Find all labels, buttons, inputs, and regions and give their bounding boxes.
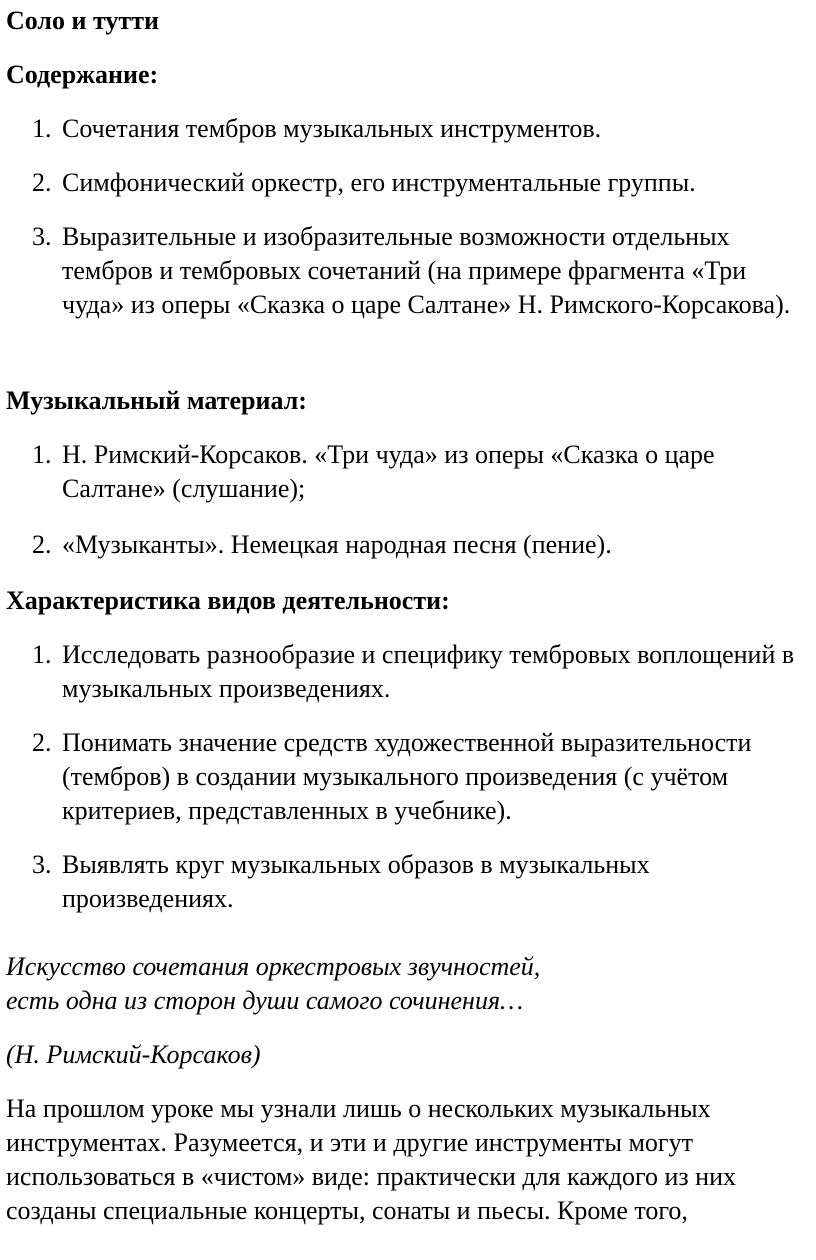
list-item (0, 112, 810, 146)
list-number: 1. (32, 440, 52, 469)
list-item-text: Сочетания тембров музыкальных инструментов. (62, 114, 602, 143)
body-paragraph: На прошлом уроке мы узнали лишь о нескольких музыкальных инструментах. Разумеется, и эти и другие инструменты могут использоваться в «чистом» виде: практически для каждого из них созданы специальные концерты, сонаты и пьесы. Кроме того, (6, 1094, 736, 1225)
page-title: Соло и тутти (6, 6, 159, 35)
list-item-text: Выявлять круг музыкальных образов в музыкальных произведениях. (62, 850, 650, 913)
list-item-text: Понимать значение средств художественной выразительности (тембров) в создании музыкального произведения (с учётом критериев, представленных в учебнике). (62, 728, 752, 825)
epigraph-line-1: Искусство сочетания оркестровых звучностей, (6, 952, 541, 981)
list-number: 2. (32, 530, 52, 559)
list-item (0, 638, 810, 706)
epigraph-line-2: есть одна из сторон души самого сочинения… (6, 986, 524, 1015)
list-item-text: Исследовать разнообразие и специфику тембровых воплощений в музыкальных произведениях. (62, 640, 795, 703)
list-item-text: «Музыканты». Немецкая народная песня (пение). (62, 530, 612, 559)
content-heading: Содержание: (6, 60, 159, 89)
list-item (0, 848, 810, 916)
list-item (0, 528, 810, 562)
activity-list (0, 638, 810, 916)
list-number: 2. (32, 168, 52, 197)
list-number: 3. (32, 222, 52, 251)
list-number: 1. (32, 114, 52, 143)
epigraph-author: (Н. Римский-Корсаков) (6, 1040, 261, 1069)
list-item-text: Н. Римский-Корсаков. «Три чуда» из оперы «Сказка о царе Салтане» (слушание); (62, 440, 715, 503)
list-item (0, 220, 810, 322)
list-item (0, 438, 810, 506)
list-number: 2. (32, 728, 52, 757)
material-heading: Музыкальный материал: (6, 386, 307, 415)
activity-heading: Характеристика видов деятельности: (6, 586, 450, 615)
list-number: 3. (32, 850, 52, 879)
content-list (0, 112, 810, 322)
list-number: 1. (32, 640, 52, 669)
list-item-text: Выразительные и изобразительные возможности отдельных тембров и тембровых сочетаний (на примере фрагмента «Три чуда» из оперы «Сказка о царе Салтане» Н. Римского-Корсакова). (62, 222, 791, 319)
list-item (0, 166, 810, 200)
material-list (0, 438, 810, 562)
list-item (0, 726, 810, 828)
list-item-text: Симфонический оркестр, его инструментальные группы. (62, 168, 696, 197)
